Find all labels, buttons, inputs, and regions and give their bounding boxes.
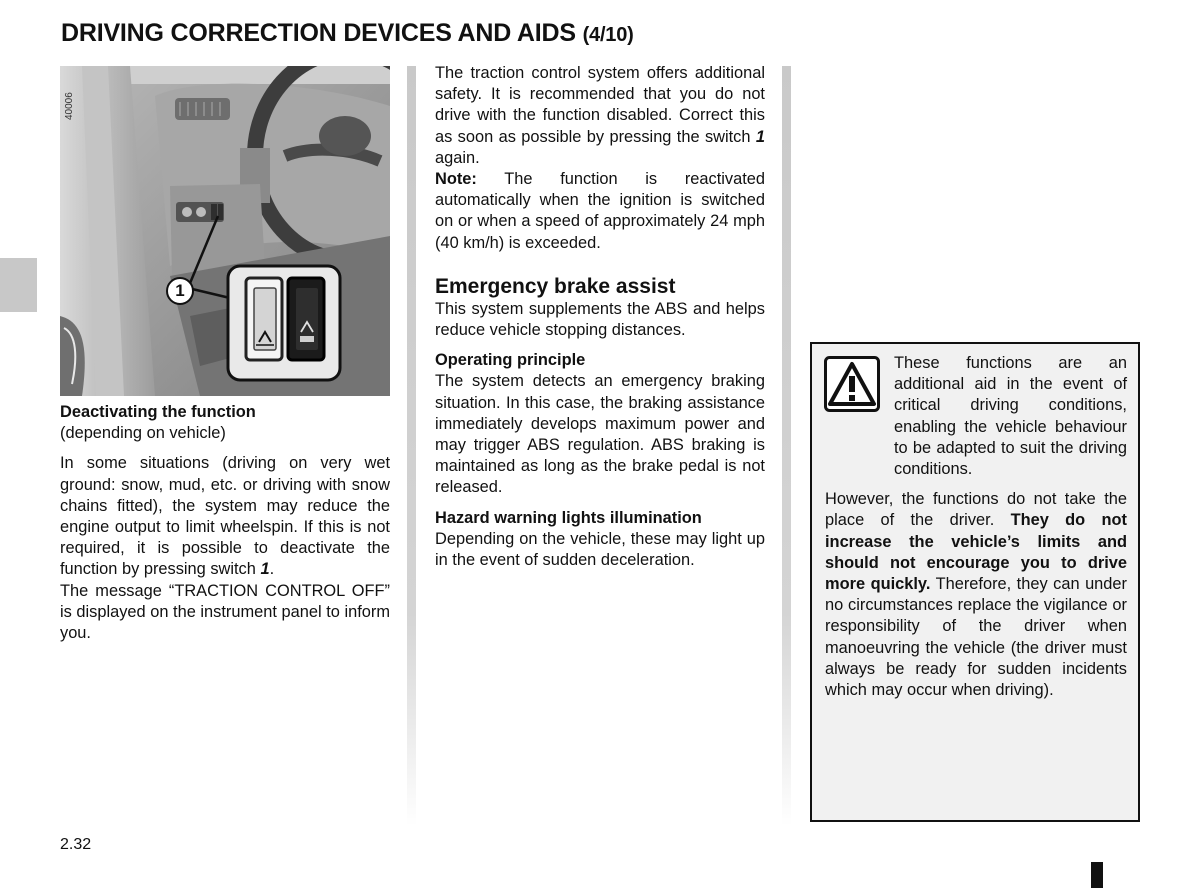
page-title [61,19,634,48]
warning-text [825,353,1127,701]
figure-code [64,76,80,126]
page-title-text: DRIVING CORRECTION DEVICES AND AIDS [61,19,576,47]
paragraph [60,453,390,580]
section-heading: Deactivating the function [60,403,256,421]
column-divider-right [782,66,791,826]
switch-reference: 1 [260,560,270,579]
page-number: 2.32 [60,836,92,853]
column-divider-left [407,66,416,826]
switch-reference: 1 [755,127,765,146]
dashboard-switch-illustration [60,66,390,396]
warning-text-start: However, the functions do not take the place of the driver. [825,490,1127,530]
section-title: Emergency brake assist [435,274,676,298]
paragraph: This system supplements the ABS and helps reduce vehicle stopping distances. [435,299,765,340]
column-1 [60,402,390,644]
paragraph [435,63,765,169]
warning-text-end: Therefore, they can under no circumstances replace the vigilance or responsibility of the driver when manoeuvring the vehicle (the driver must always be ready for sudden incidents which may occur when driving). [825,575,1127,700]
note-label: Note: [435,170,477,189]
figure-code-text: 40006 [64,92,75,120]
paragraph: The system detects an emergency braking situation. In this case, the braking assistance immediately develops maximum power and may trigger ABS regulation. ABS braking is maintained as long as the brake pedal is not released. [435,372,765,497]
note-paragraph [435,169,765,254]
dashboard-photo [60,66,390,396]
section-subheading: (depending on vehicle) [60,424,226,443]
column-2 [435,63,765,571]
warning-emphasis: They do not increase the vehicle’s limits and should not encourage you to drive more quickly. [825,511,1127,594]
warning-paragraph [825,489,1127,701]
note-text: The function is reactivated automatically when the ignition is switched on or when a speed of approximately 24 mph (40 km/h) is exceeded. [435,170,765,252]
warning-paragraph: These functions are an additional aid in the event of critical driving conditions, enabling the vehicle behaviour to be adapted to suit the driving conditions. [894,354,1127,479]
callout-1: 1 [166,277,194,305]
page-title-part: (4/10) [582,24,634,46]
subsection-heading: Hazard warning lights illumination [435,508,702,527]
paragraph: Depending on the vehicle, these may light up in the event of sudden deceleration. [435,529,765,570]
page-corner-mark [1091,862,1103,888]
paragraph-text: The traction control system offers additional safety. It is recommended that you do not drive with the function disabled. Correct this as soon as possible by pressing the switch [435,64,765,146]
warning-box [810,342,1140,822]
paragraph-text: In some situations (driving on very wet ground: snow, mud, etc. or driving with snow chains fitted), the system may reduce the engine output to limit wheelspin. If this is not required, it is possible to deactivate the function by pressing switch [60,454,390,579]
paragraph: The message “TRACTION CONTROL OFF” is displayed on the instrument panel to inform you. [60,581,390,643]
chapter-tab [0,258,37,312]
paragraph-text-end: again. [435,148,480,167]
paragraph-text-end: . [269,560,275,579]
subsection-heading: Operating principle [435,351,586,370]
